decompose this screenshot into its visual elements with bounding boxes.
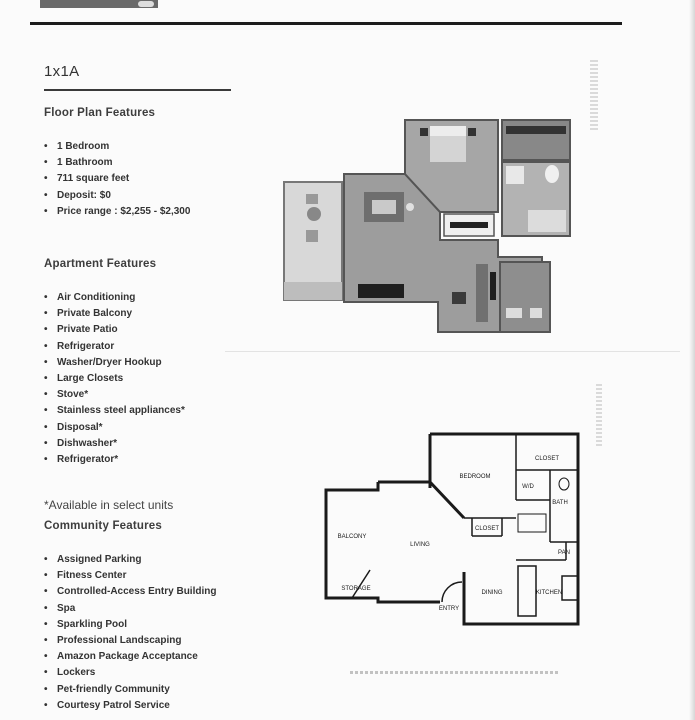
list-item: • 1 Bedroom (44, 139, 190, 155)
room-label-balcony: BALCONY (337, 534, 367, 540)
unit-title: 1x1A (44, 63, 80, 80)
list-item: • Refrigerator (44, 339, 185, 355)
list-item: • Sparkling Pool (44, 617, 216, 633)
list-item: • Washer/Dryer Hookup (44, 355, 185, 371)
list-item: • Lockers (44, 665, 216, 681)
copyright-vertical-text-2 (596, 384, 602, 448)
room-label-kitchen: KITCHEN (535, 590, 563, 596)
title-underline (44, 89, 231, 91)
community-features-list (44, 552, 216, 714)
list-item: • Stove* (44, 387, 185, 403)
header-rule (30, 22, 622, 25)
disclaimer-fine-print (350, 671, 560, 674)
list-item: • Spa (44, 601, 216, 617)
floor-plan-features-heading: Floor Plan Features (44, 107, 156, 119)
floor-plan-features-list (44, 139, 190, 220)
list-item: • Refrigerator* (44, 452, 185, 468)
room-label-closet-mid: CLOSET (474, 526, 500, 532)
list-item: • Private Balcony (44, 306, 185, 322)
list-item: • Air Conditioning (44, 290, 185, 306)
list-item: • Fitness Center (44, 568, 216, 584)
list-item: • Price range : $2,255 - $2,300 (44, 204, 190, 220)
list-item: • Amazon Package Acceptance (44, 649, 216, 665)
room-label-wd: W/D (522, 484, 534, 490)
room-label-bath: BATH (552, 500, 568, 506)
floor-plan-3d-render (280, 112, 580, 340)
list-item: • Assigned Parking (44, 552, 216, 568)
list-item: • Deposit: $0 (44, 188, 190, 204)
community-features-heading: Community Features (44, 520, 162, 532)
list-item: • Pet-friendly Community (44, 682, 216, 698)
header-logo-mark (138, 1, 154, 7)
section-divider (225, 351, 680, 352)
list-item: • Dishwasher* (44, 436, 185, 452)
list-item: • Stainless steel appliances* (44, 403, 185, 419)
floor-plan-line-drawing (322, 430, 584, 630)
list-item: • Private Patio (44, 322, 185, 338)
apartment-features-heading: Apartment Features (44, 258, 157, 270)
room-label-storage: STORAGE (341, 586, 371, 592)
list-item: • Professional Landscaping (44, 633, 216, 649)
room-label-closet-top: CLOSET (534, 456, 560, 462)
list-item: • Large Closets (44, 371, 185, 387)
apartment-features-list (44, 290, 185, 468)
list-item: • Controlled-Access Entry Building (44, 584, 216, 600)
availability-note: *Available in select units (44, 498, 174, 512)
scan-edge-shadow (689, 0, 695, 720)
list-item: • Courtesy Patrol Service (44, 698, 216, 714)
list-item: • 1 Bathroom (44, 155, 190, 171)
room-label-dining: DINING (481, 590, 503, 596)
room-label-entry: ENTRY (438, 606, 460, 612)
toilet-outline (559, 478, 569, 490)
list-item: • Disposal* (44, 420, 185, 436)
room-label-pan: PAN (558, 550, 570, 556)
copyright-vertical-text (590, 60, 598, 130)
bathtub-outline (518, 514, 546, 532)
floor-plan-3d-shapes (284, 120, 570, 332)
header-photo-strip (40, 0, 158, 8)
list-item: • 711 square feet (44, 171, 190, 187)
room-label-bedroom: BEDROOM (459, 474, 491, 480)
room-label-living: LIVING (410, 542, 430, 548)
